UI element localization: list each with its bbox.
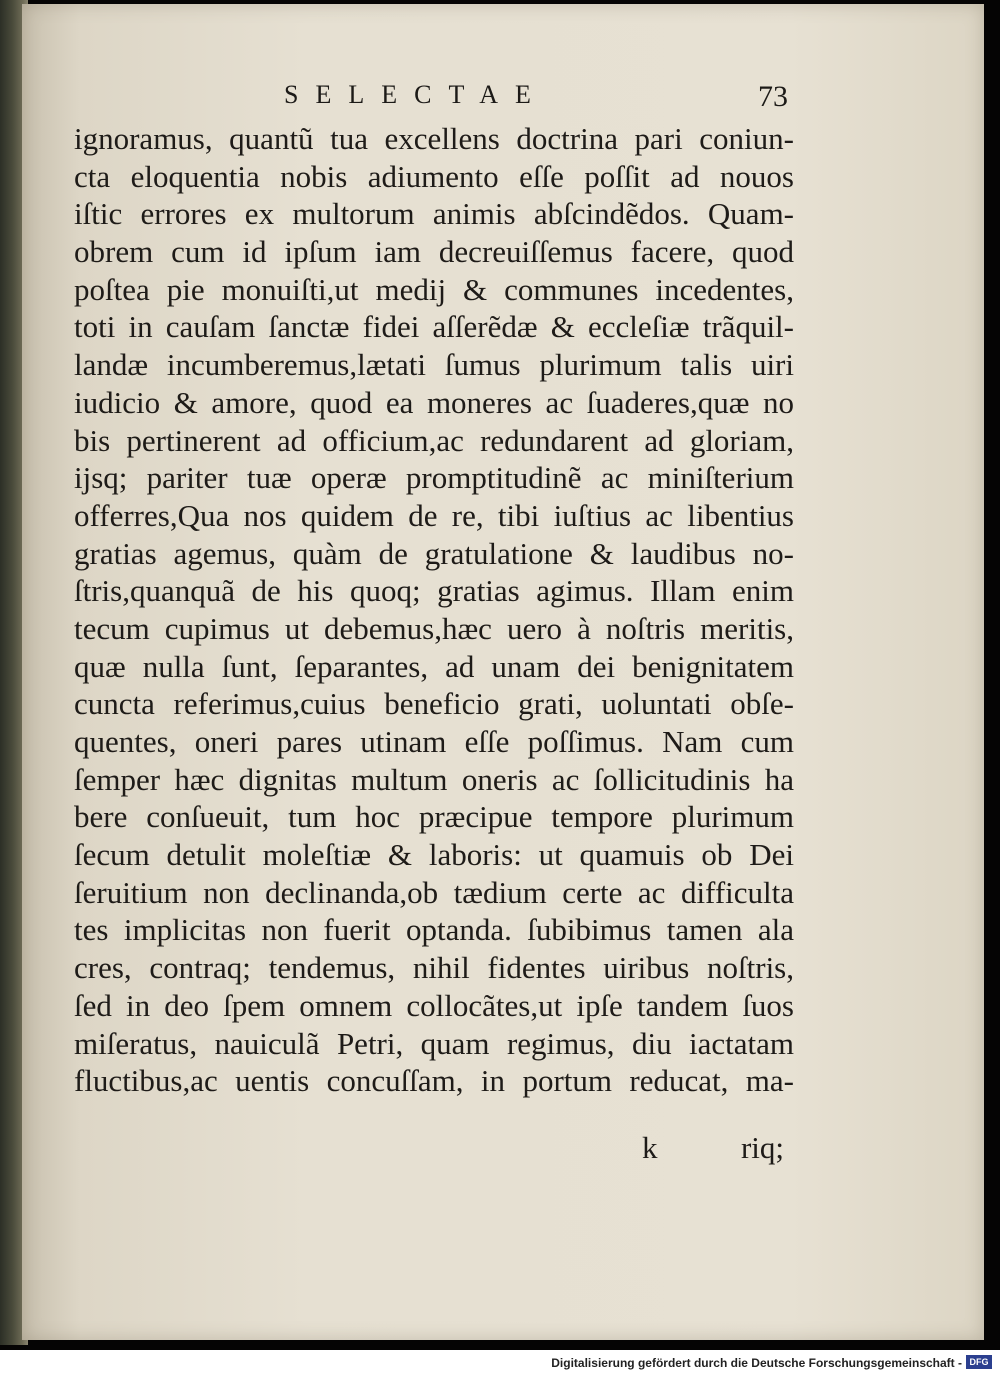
- text-line: ſecum detulit moleſtiæ & laboris: ut quamuis ob Dei: [74, 837, 794, 873]
- text-line: ijsq; pariter tuæ operæ promptitudinẽ ac miniſterium: [74, 460, 794, 496]
- text-line: iudicio & amore, quod ea moneres ac ſuaderes,quæ no: [74, 384, 794, 420]
- text-line: quentes, oneri pares utinam eſſe poſſimus. Nam cum: [74, 724, 794, 759]
- text-line: ſtris,quanquã de his quoq; gratias agimus. Illam enim: [74, 573, 794, 609]
- text-line: tecum cupimus ut debemus,hæc uero à noſtris meritis,: [74, 610, 794, 646]
- text-line: miſeratus, nauiculã Petri, quam regimus, diu iactatam: [74, 1025, 794, 1061]
- text-line: fluctibus,ac uentis concuſſam, in portum reducat, ma-: [74, 1063, 794, 1099]
- text-line: bere conſueuit, tum hoc præcipue tempore plurimum: [74, 799, 794, 835]
- page-header: [284, 80, 804, 120]
- dfg-logo-icon: DFG: [966, 1355, 992, 1369]
- text-line: ſed in deo ſpem omnem collocãtes,ut ipſe tandem ſuos: [74, 987, 794, 1023]
- text-line: cuncta referimus,cuius beneficio grati, uoluntati obſe-: [74, 686, 794, 722]
- book-page: [22, 4, 984, 1340]
- page-footer-marks: [642, 1130, 784, 1170]
- text-line: landæ incumberemus,lætati ſumus plurimum talis uiri: [74, 347, 794, 383]
- text-line: offerres,Qua nos quidem de re, tibi iuſtius ac libentius: [74, 497, 794, 533]
- text-line: poſtea pie monuiſti,ut medij & communes incedentes,: [74, 271, 794, 307]
- page-number: 73: [758, 80, 788, 113]
- text-line: quæ nulla ſunt, ſeparantes, ad unam dei benignitatem: [74, 648, 794, 684]
- digitization-footer: [0, 1350, 1000, 1375]
- running-title: SELECTAE: [284, 80, 548, 109]
- text-line: ſeruitium non declinanda,ob tædium certe ac difficulta: [74, 874, 794, 910]
- text-line: cres, contraq; tendemus, nihil fidentes uiribus noſtris,: [74, 950, 794, 986]
- text-line: cta eloquentia nobis adiumento eſſe poſſit ad nouos: [74, 158, 794, 194]
- text-line: bis pertinerent ad officium,ac redundarent ad gloriam,: [74, 422, 794, 458]
- catchword: riq;: [740, 1130, 784, 1165]
- body-text: [74, 120, 794, 1100]
- text-line: ignoramus, quantũ tua excellens doctrina pari coniun-: [74, 121, 794, 156]
- signature-mark: k: [642, 1130, 658, 1165]
- text-line: tes implicitas non fuerit optanda. ſubibimus tamen ala: [74, 912, 794, 948]
- text-line: obrem cum id ipſum iam decreuiſſemus facere, quod: [74, 234, 794, 270]
- text-line: iſtic errores ex multorum animis abſcindẽdos. Quam-: [74, 196, 794, 232]
- text-line: gratias agemus, quàm de gratulatione & laudibus no-: [74, 535, 794, 571]
- digitization-credit: Digitalisierung gefördert durch die Deutsche Forschungsgemeinschaft -: [551, 1356, 962, 1370]
- text-line: ſemper hæc dignitas multum oneris ac ſollicitudinis ha: [74, 761, 794, 797]
- text-line: toti in cauſam ſanctæ fidei aſſerẽdæ & eccleſiæ trãquil-: [74, 309, 794, 345]
